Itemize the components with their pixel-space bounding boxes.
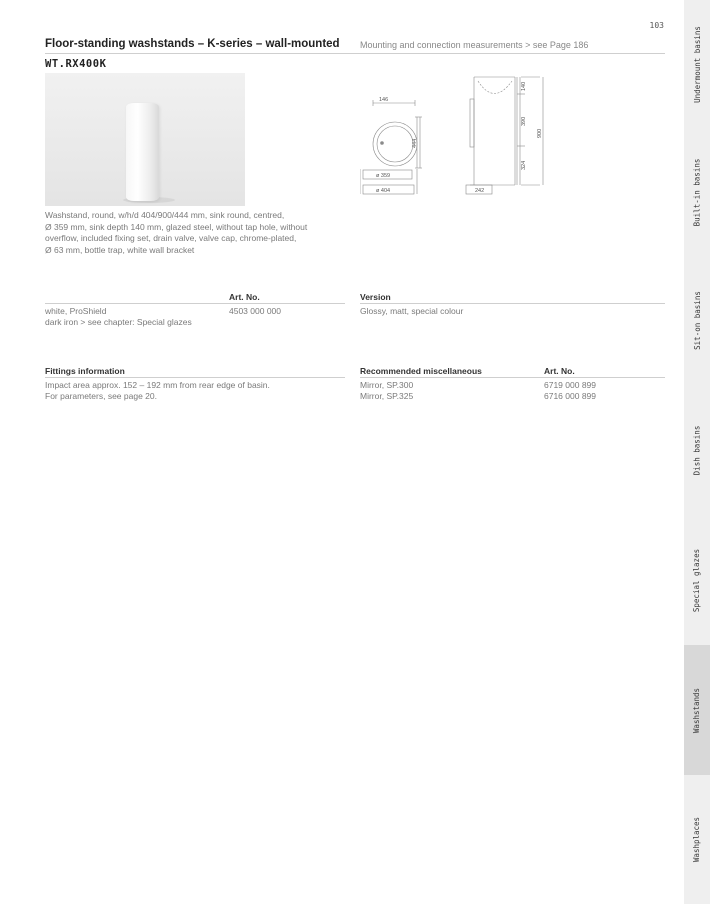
washstand-column-image (126, 103, 159, 201)
tab-washstands[interactable] (684, 645, 710, 775)
tab-label: Special glazes (692, 548, 702, 613)
header-divider (45, 53, 665, 54)
tab-dish-basins[interactable] (684, 384, 710, 516)
description-line: Ø 359 mm, sink depth 140 mm, glazed steel, without tap hole, without (45, 221, 308, 232)
tab-label: Sit-on basins (692, 290, 702, 350)
top-view-depth-label: 444 (412, 138, 418, 148)
page-title: Floor-standing washstands – K-series – wall-mounted (45, 38, 340, 50)
fittings-header: Fittings information (45, 366, 125, 376)
side-view-depth-label: 242 (475, 188, 485, 194)
side-view-upper-label: 390 (521, 116, 527, 126)
tab-label: Undermount basins (692, 25, 702, 103)
product-description (45, 210, 345, 256)
top-view-outer-circle (373, 122, 417, 166)
tab-label: Washstands (692, 687, 702, 733)
version-header: Version (360, 292, 391, 302)
top-view-width-label: 146 (379, 97, 389, 103)
description-line: Washstand, round, w/h/d 404/900/444 mm, sink round, centred, (45, 210, 285, 220)
misc-header: Recommended miscellaneous (360, 366, 482, 376)
tab-label: Washplaces (692, 816, 702, 863)
product-photo (45, 73, 245, 206)
fittings-line: Impact area approx. 152 – 192 mm from rear edge of basin. (45, 380, 270, 390)
product-code: WT.RX400K (45, 58, 107, 70)
articles-divider-right (360, 303, 665, 304)
misc-item-name: Mirror, SP.325 (360, 391, 414, 401)
tab-label: Dish basins (692, 425, 702, 475)
fittings-parameters-reference[interactable]: For parameters, see page 20. (45, 391, 157, 401)
mounting-reference-link[interactable]: Mounting and connection measurements > see Page 186 (360, 40, 589, 50)
tab-built-in-basins[interactable] (684, 128, 710, 256)
tab-undermount-basins[interactable] (684, 0, 710, 128)
article-row-number: 4503 000 000 (229, 306, 281, 316)
article-row-version: Glossy, matt, special colour (360, 306, 464, 316)
misc-divider (360, 377, 665, 378)
special-glazes-reference[interactable]: dark iron > see chapter: Special glazes (45, 317, 192, 327)
top-view-inner-diameter-label: ø 359 (376, 173, 391, 179)
article-number-header: Art. No. (229, 292, 260, 302)
tab-washplaces[interactable] (684, 775, 710, 904)
fittings-divider (45, 377, 345, 378)
description-line: Ø 63 mm, bottle trap, white wall bracket (45, 244, 195, 255)
articles-divider-left (45, 303, 345, 304)
description-line: overflow, included fixing set, drain valve, valve cap, chrome-plated, (45, 233, 297, 243)
technical-drawing (360, 72, 560, 202)
tab-label: Built-in basins (692, 158, 702, 226)
side-view-lower-label: 324 (521, 160, 527, 170)
misc-item-number: 6719 000 899 (544, 380, 596, 390)
page-number: 103 (649, 21, 664, 30)
article-row-label: white, ProShield (45, 306, 107, 316)
top-view-outer-diameter-label: ø 404 (376, 188, 391, 194)
misc-item-name: Mirror, SP.300 (360, 380, 414, 390)
tab-special-glazes[interactable] (684, 516, 710, 645)
tab-sit-on-basins[interactable] (684, 256, 710, 384)
side-view-top-label: 140 (521, 81, 527, 91)
misc-article-number-header: Art. No. (544, 366, 575, 376)
misc-item-number: 6716 000 899 (544, 391, 596, 401)
side-view-total-label: 900 (537, 128, 543, 138)
